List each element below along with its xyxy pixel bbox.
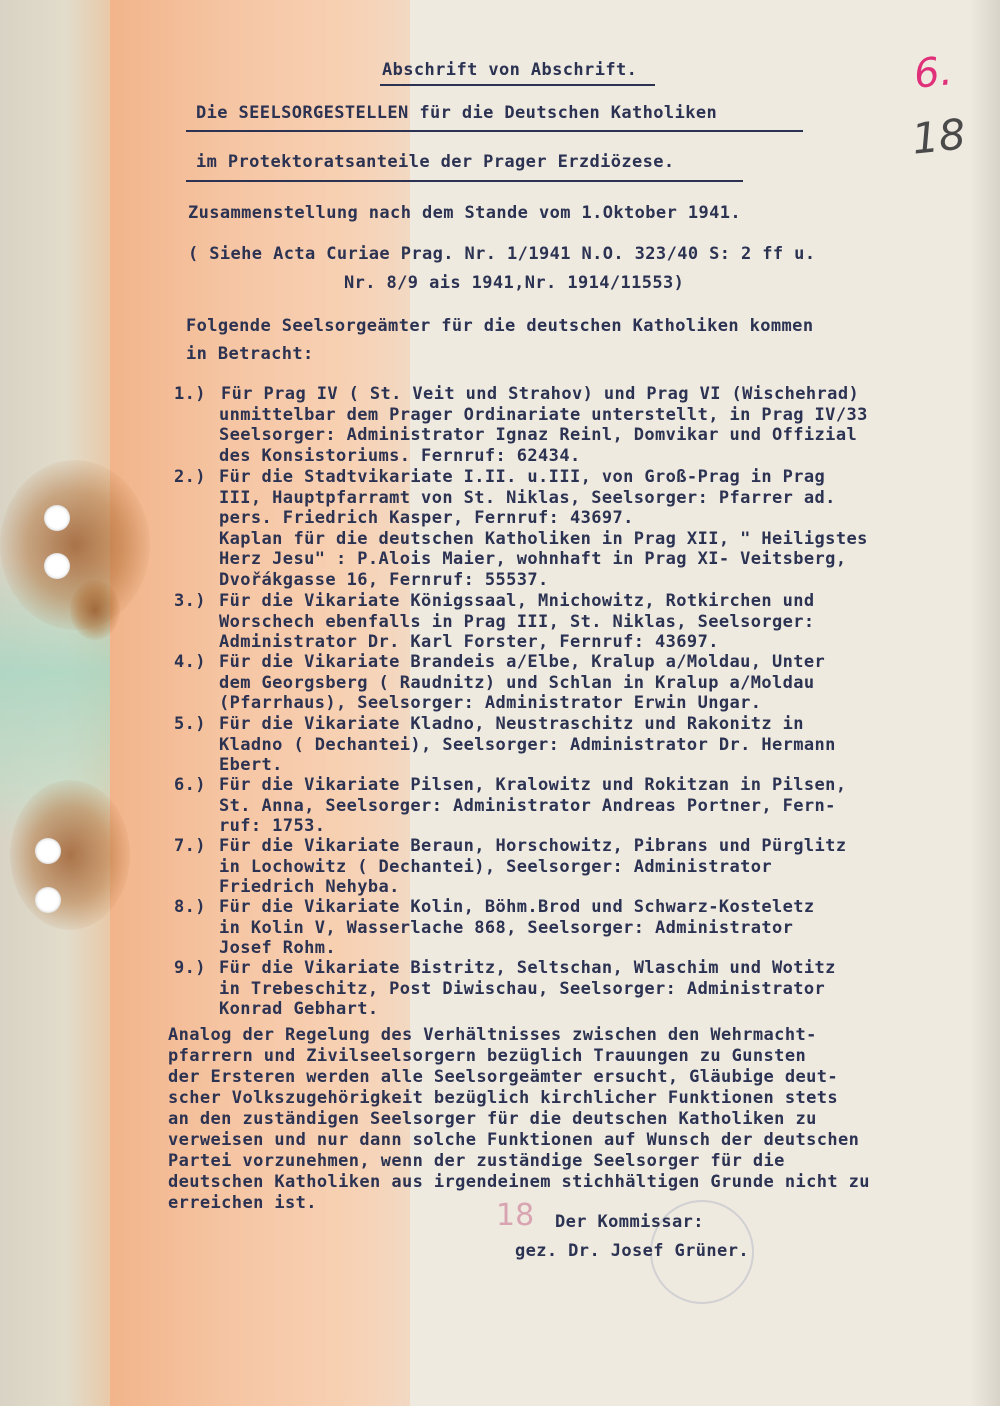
handwritten-folio-number: 18 <box>909 109 968 164</box>
closing-text-line: deutschen Katholiken aus irgendeinem stichhältigen Grunde nicht zu <box>168 1172 870 1192</box>
title-underline <box>380 84 655 86</box>
closing-text-line: an den zuständigen Seelsorger für die deutschen Katholiken zu <box>168 1109 817 1129</box>
list-item-text-line: Für die Vikariate Bistritz, Seltschan, Wlaschim und Wotitz <box>219 958 836 978</box>
closing-text-line: Partei vorzunehmen, wenn der zuständige Seelsorger für die <box>168 1151 785 1171</box>
list-item-text-line: Für die Vikariate Kolin, Böhm.Brod und Schwarz-Kosteletz <box>219 897 815 917</box>
closing-text-line: Analog der Regelung des Verhältnisses zwischen den Wehrmacht- <box>168 1025 817 1045</box>
intro-line-2: in Betracht: <box>186 344 314 364</box>
reference-line-2: Nr. 8/9 ais 1941,Nr. 1914/11553) <box>344 273 685 293</box>
list-item-text-line: Für die Vikariate Kladno, Neustraschitz und Rakonitz in <box>219 714 804 734</box>
list-item-text-line: (Pfarrhaus), Seelsorger: Administrator Erwin Ungar. <box>219 693 762 713</box>
header-line-2: im Protektoratsanteile der Prager Erzdiözese. <box>196 152 675 172</box>
list-item-number: 4.) <box>174 652 206 672</box>
closing-text-line: verweisen und nur dann solche Funktionen auf Wunsch der deutschen <box>168 1130 860 1150</box>
list-item-number: 2.) <box>174 467 206 487</box>
closing-text-line: erreichen ist. <box>168 1193 317 1213</box>
list-item-text-line: des Konsistoriums. Fernruf: 62434. <box>219 445 581 466</box>
closing-text-line: pfarrern und Zivilseelsorgern bezüglich Trauungen zu Gunsten <box>168 1046 807 1066</box>
signature-role: Der Kommissar: <box>555 1212 704 1232</box>
list-item-text-line: Seelsorger: Administrator Ignaz Reinl, Domvikar und Offizial <box>219 425 858 445</box>
intro-line-1: Folgende Seelsorgeämter für die deutschen Katholiken kommen <box>186 316 814 336</box>
list-item-text-line: in Lochowitz ( Dechantei), Seelsorger: Administrator <box>219 856 773 877</box>
header-underline-2 <box>186 180 743 182</box>
list-item-text-line: pers. Friedrich Kasper, Fernruf: 43697. <box>219 508 634 528</box>
list-item-text-line: unmittelbar dem Prager Ordinariate unterstellt, in Prag IV/33 <box>219 404 868 425</box>
list-item-text-line: in Kolin V, Wasserlache 868, Seelsorger: Administrator <box>219 917 794 938</box>
list-item-text-line: Herz Jesu" : P.Alois Maier, wohnhaft in Prag XI- Veitsberg, <box>219 549 847 569</box>
list-item-number: 1.) <box>174 384 206 404</box>
header-line-1: Die SEELSORGESTELLEN für die Deutschen Katholiken <box>196 103 718 123</box>
list-item-text-line: III, Hauptpfarramt von St. Niklas, Seelsorger: Pfarrer ad. <box>219 487 836 508</box>
document-title: Abschrift von Abschrift. <box>382 60 638 80</box>
list-item-text-line: Für die Vikariate Brandeis a/Elbe, Kralup a/Moldau, Unter <box>219 652 826 672</box>
handwritten-page-number: 6. <box>911 48 955 98</box>
list-item-text-line: Für die Vikariate Königssaal, Mnichowitz, Rotkirchen und <box>219 591 815 611</box>
header-underline-1 <box>186 130 803 132</box>
list-item-text-line: St. Anna, Seelsorger: Administrator Andreas Portner, Fern- <box>219 795 836 816</box>
list-item-number: 6.) <box>174 775 206 795</box>
faded-stamp-number: 18 <box>496 1198 535 1233</box>
list-item-text-line: ruf: 1753. <box>219 816 326 836</box>
signature-name: gez. Dr. Josef Grüner. <box>515 1241 749 1261</box>
list-item-text-line: Für Prag IV ( St. Veit und Strahov) und Prag VI (Wischehrad) <box>221 384 860 404</box>
list-item-text-line: Friedrich Nehyba. <box>219 877 400 897</box>
list-item-text-line: Für die Stadtvikariate I.II. u.III, von Groß-Prag in Prag <box>219 467 826 487</box>
list-item-number: 5.) <box>174 714 206 734</box>
list-item-number: 9.) <box>174 958 206 978</box>
list-item-text-line: Dvořákgasse 16, Fernruf: 55537. <box>219 569 549 590</box>
list-item-text-line: Kaplan für die deutschen Katholiken in Prag XII, " Heiligstes <box>219 528 868 549</box>
list-item-text-line: Kladno ( Dechantei), Seelsorger: Administrator Dr. Hermann <box>219 734 836 755</box>
closing-text-line: der Ersteren werden alle Seelsorgeämter ersucht, Gläubige deut- <box>168 1067 838 1087</box>
list-item-text-line: Josef Rohm. <box>219 938 336 958</box>
list-item-text-line: Für die Vikariate Pilsen, Kralowitz und Rokitzan in Pilsen, <box>219 775 847 795</box>
list-item-number: 8.) <box>174 897 206 917</box>
list-item-text-line: Worschech ebenfalls in Prag III, St. Niklas, Seelsorger: <box>219 611 815 632</box>
list-item-text-line: Ebert. <box>219 755 283 775</box>
list-item-text-line: Administrator Dr. Karl Forster, Fernruf: 43697. <box>219 632 719 652</box>
list-item-text-line: dem Georgsberg ( Raudnitz) und Schlan in Kralup a/Moldau <box>219 672 815 693</box>
list-item-text-line: Für die Vikariate Beraun, Horschowitz, Pibrans und Pürglitz <box>219 836 847 856</box>
closing-text-line: scher Volkszugehörigkeit bezüglich kirchlicher Funktionen stets <box>168 1088 838 1108</box>
list-item-text-line: Konrad Gebhart. <box>219 999 379 1019</box>
list-item-number: 3.) <box>174 591 206 611</box>
list-item-text-line: in Trebeschitz, Post Diwischau, Seelsorger: Administrator <box>219 978 826 999</box>
reference-line-1: ( Siehe Acta Curiae Prag. Nr. 1/1941 N.O. 323/40 S: 2 ff u. <box>188 244 816 264</box>
list-item-number: 7.) <box>174 836 206 856</box>
date-line: Zusammenstellung nach dem Stande vom 1.Oktober 1941. <box>188 203 742 223</box>
